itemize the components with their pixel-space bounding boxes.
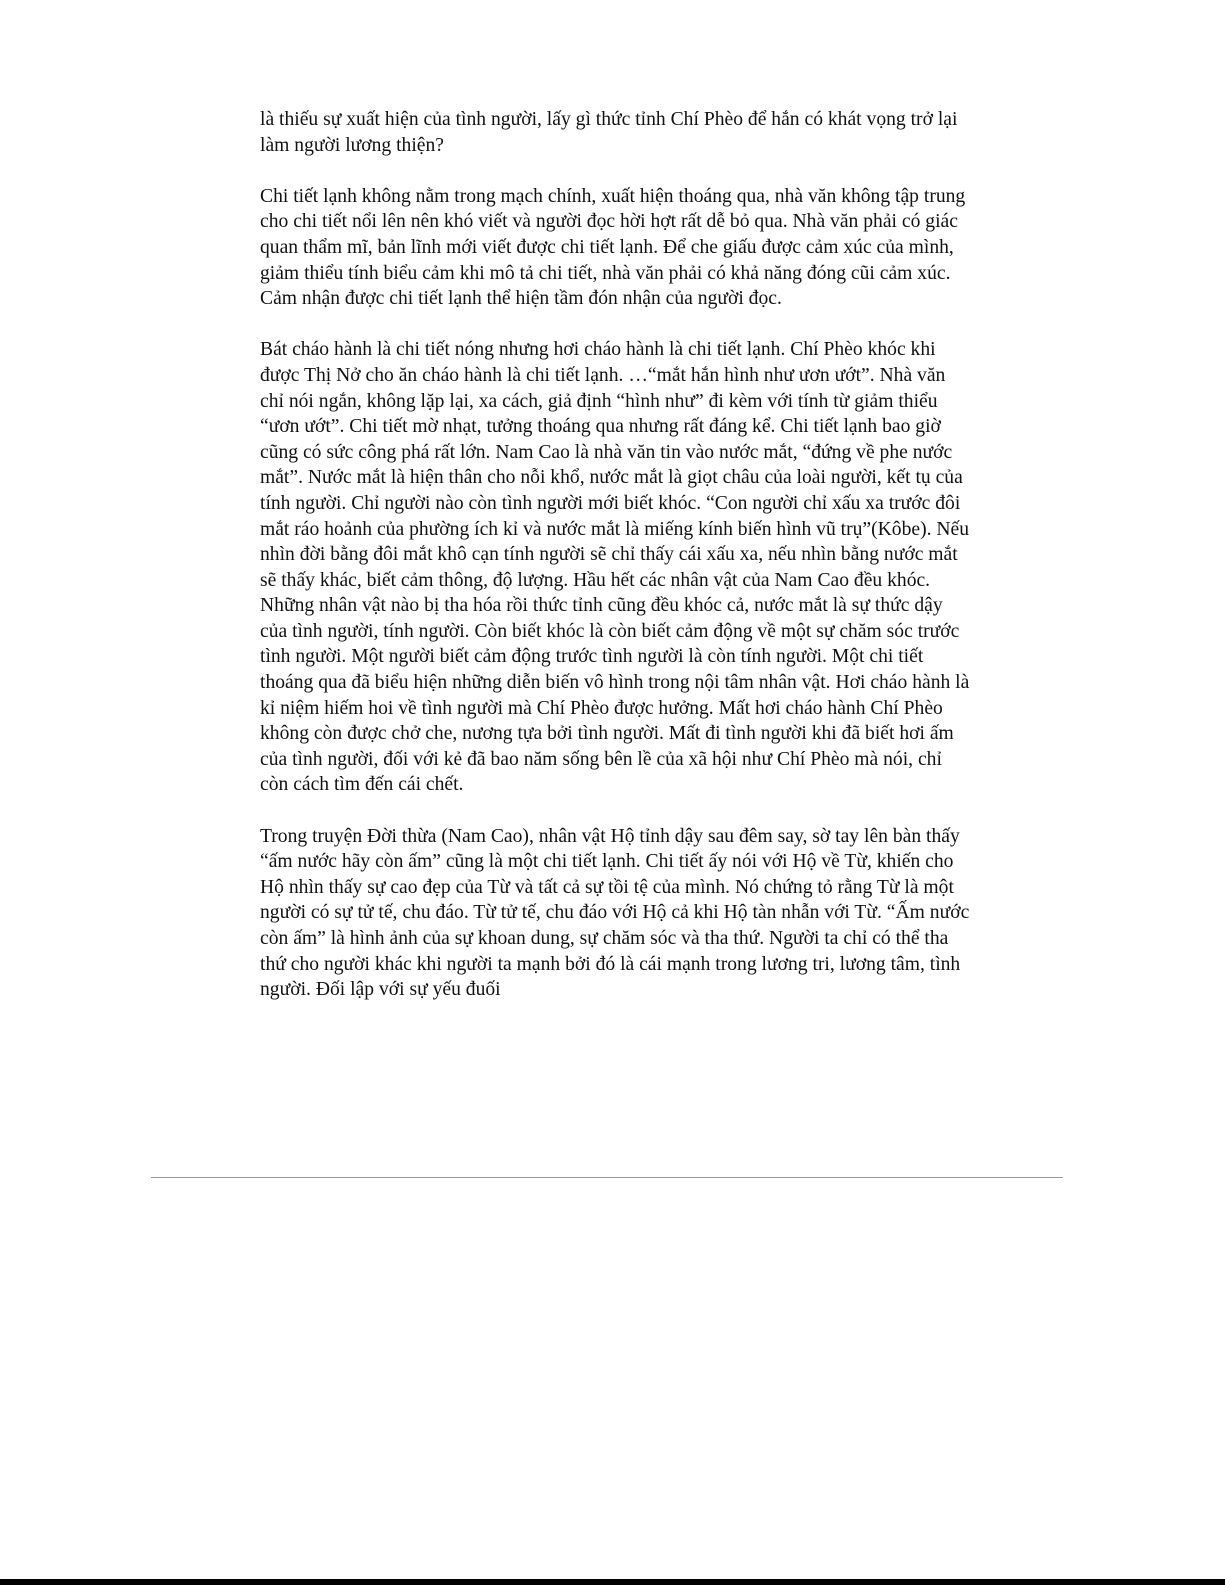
bottom-border bbox=[0, 1579, 1225, 1585]
page-divider bbox=[151, 1177, 1063, 1178]
paragraph-2: Chi tiết lạnh không nằm trong mạch chính, xuất hiện thoáng qua, nhà văn không tập trung cho chi tiết nổi lên nên khó viết và người đọc hời hợt rất dễ bỏ qua. Nhà văn phải có giác quan thẩm mĩ, bản lĩnh mới viết được chi tiết lạnh. Để che giấu được cảm xúc của mình, giảm thiểu tính biểu cảm khi mô tả chi tiết, nhà văn phải có khả năng đóng cũi cảm xúc. Cảm nhận được chi tiết lạnh thể hiện tầm đón nhận của người đọc. bbox=[260, 185, 966, 310]
paragraph-1: là thiếu sự xuất hiện của tình người, lấy gì thức tỉnh Chí Phèo để hắn có khát vọng trở lại làm người lương thiện? bbox=[260, 109, 958, 156]
paragraph-3: Bát cháo hành là chi tiết nóng nhưng hơi cháo hành là chi tiết lạnh. Chí Phèo khóc khi được Thị Nở cho ăn cháo hành là chi tiết lạnh. …“mắt hắn hình như ươn ướt”. Nhà văn chỉ nói ngắn, không lặp lại, xa cách, giả định “hình như” đi kèm với tính từ giảm thiểu “ươn ướt”. Chi tiết mờ nhạt, tưởng thoáng qua nhưng rất đáng kể. Chi tiết lạnh bao giờ cũng có sức công phá rất lớn. Nam Cao là nhà văn tin vào nước mắt, “đứng về phe nước mắt”. Nước mắt là hiện thân cho nỗi khổ, nước mắt là giọt châu của loài người, kết tụ của tính người. Chỉ người nào còn tình người mới biết khóc. “Con người chỉ xấu xa trước đôi mắt ráo hoảnh của phường ích kỉ và nước mắt là miếng kính biến hình vũ trụ”(Kôbe). Nếu nhìn đời bằng đôi mắt khô cạn tính người sẽ chỉ thấy cái xấu xa, nếu nhìn bằng nước mắt sẽ thấy khác, biết cảm thông, độ lượng. Hầu hết các nhân vật của Nam Cao đều khóc. Những nhân vật nào bị tha hóa rồi thức tỉnh cũng đều khóc cả, nước mắt là sự thức dậy của tình người, tính người. Còn biết khóc là còn biết cảm động về một sự chăm sóc trước tình người. Một người biết cảm động trước tình người là còn tính người. Một chi tiết thoáng qua đã biểu hiện những diễn biến vô hình trong nội tâm nhân vật. Hơi cháo hành là kỉ niệm hiếm hoi về tình người mà Chí Phèo được hưởng. Mất hơi cháo hành Chí Phèo không còn được chở che, nương tựa bởi tình người. Mất đi tình người khi đã biết hơi ấm của tình người, đối với kẻ đã bao năm sống bên lề của xã hội như Chí Phèo mà nói, chỉ còn cách tìm đến cái chết. bbox=[260, 339, 970, 796]
body-text bbox=[260, 107, 972, 1003]
paragraph-4: Trong truyện Đời thừa (Nam Cao), nhân vật Hộ tỉnh dậy sau đêm say, sờ tay lên bàn thấy “ấm nước hãy còn ấm” cũng là một chi tiết lạnh. Chi tiết ấy nói với Hộ về Từ, khiến cho Hộ nhìn thấy sự cao đẹp của Từ và tất cả sự tồi tệ của mình. Nó chứng tỏ rằng Từ là một người có sự tử tế, chu đáo. Từ tử tế, chu đáo với Hộ cả khi Hộ tàn nhẫn với Từ. “Ấm nước còn ấm” là hình ảnh của sự khoan dung, sự chăm sóc và tha thứ. Người ta chỉ có thể tha thứ cho người khác khi người ta mạnh bởi đó là cái mạnh trong lương tri, lương tâm, tình người. Đối lập với sự yếu đuối bbox=[260, 825, 970, 1001]
